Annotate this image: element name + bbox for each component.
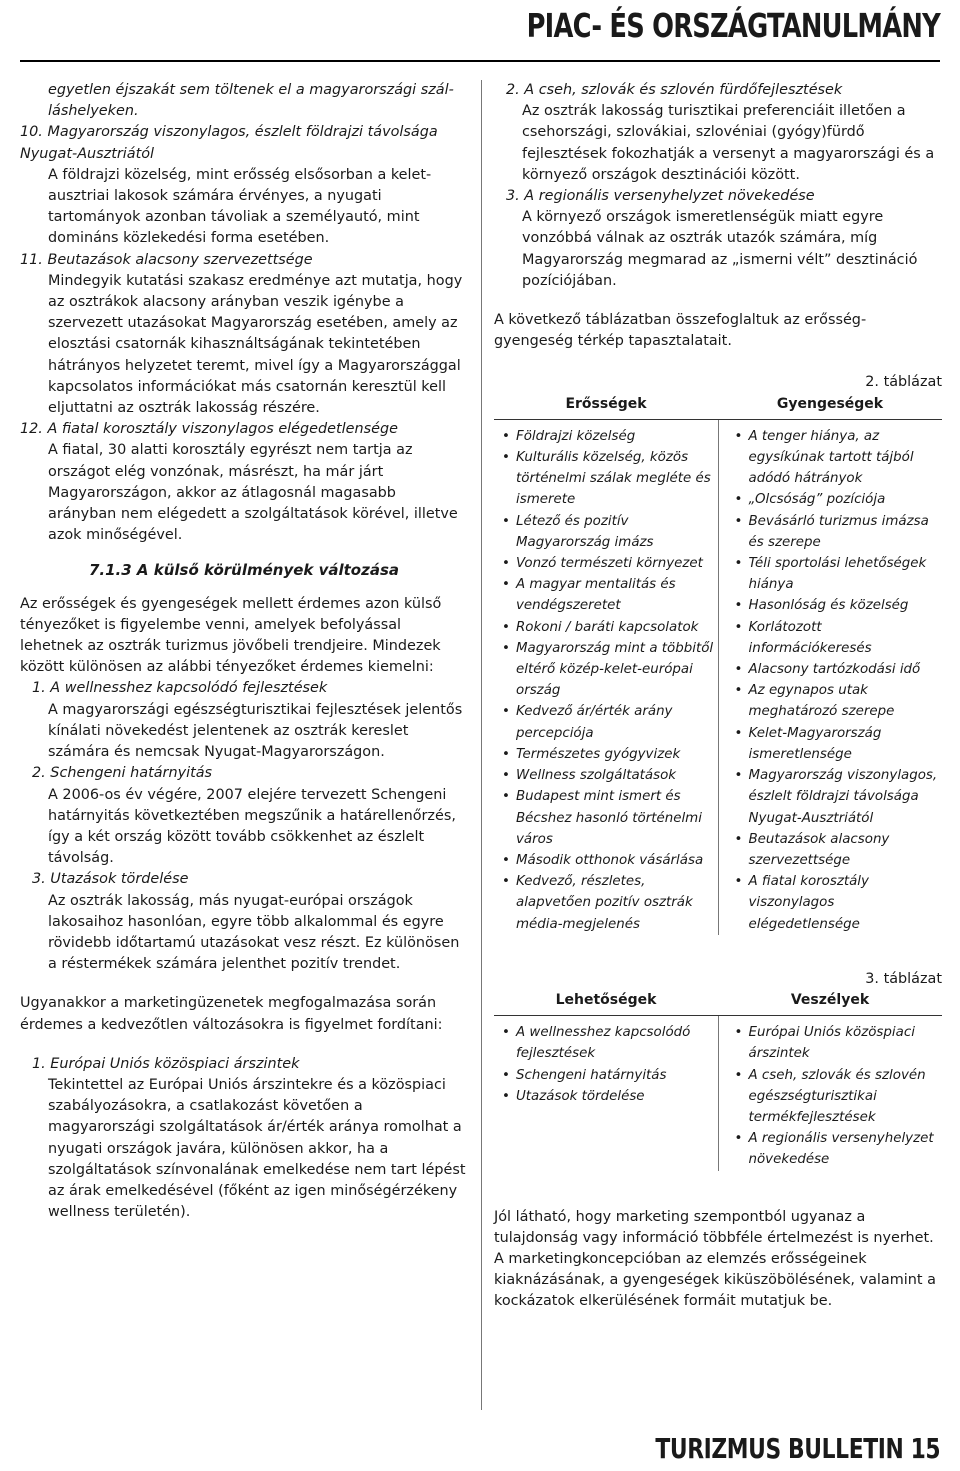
threat-item-1: [20, 1054, 468, 1224]
list-item: • Budapest mint ismert és Bécshez hasonló történelmi város: [516, 786, 718, 850]
header-rule: [20, 60, 940, 62]
opportunities-list: [494, 1022, 718, 1107]
threat-item-3-heading: 3. A regionális versenyhelyzet növekedése: [506, 188, 815, 205]
closing-paragraph: Jól látható, hogy marketing szempontból ugyanaz a tulajdonság vagy információ többféle értelmezést is nyerhet. A marketingkoncepcióban az elemzés erősségeinek kiaknázásának, a gyengeségek kiküszöbölésének, valamint a kockázatok elkerülésének formáit mutatjuk be.: [494, 1208, 936, 1310]
threats-list: [719, 1022, 943, 1170]
weaknesses-cell: [718, 419, 942, 934]
list-item: • Kedvező, részletes, alapvetően pozitív osztrák média-megjelenés: [516, 871, 718, 935]
list-item: • Európai Uniós közöspiaci árszintek: [749, 1022, 943, 1064]
strengths-weaknesses-table: [494, 394, 942, 935]
section-intro: Az erősségek és gyengeségek mellett érdemes azon külső tényezőket is figyelembe venni, amelyek befolyással lehetnek az osztrák turizmus jövőbeli trendjeire. Mindezek között különösen az alábbi tényezőket érdemes kiemelni:: [20, 595, 442, 676]
weakness-item-10-body: A földrajzi közelség, mint erősség elsősorban a kelet-ausztriai lakosok számára érvényes, a nyugati tartományok azonban távoliak a személyautó, mint domináns közlekedési forma esetében.: [48, 166, 432, 247]
list-item: • Kulturális közelség, közös történelmi szálak megléte és ismerete: [516, 447, 718, 511]
column-divider: [481, 80, 482, 1410]
table-3-label: 3. táblázat: [865, 970, 942, 987]
opportunity-item-2: [20, 763, 468, 869]
strengths-cell: [494, 419, 718, 934]
list-item: • Rokoni / baráti kapcsolatok: [516, 617, 718, 638]
weakness-item-11-heading: 11. Beutazások alacsony szervezettsége: [20, 251, 313, 268]
weakness-item-11: [20, 250, 468, 420]
table-2-label: 2. táblázat: [865, 374, 942, 391]
threat-item-2-body: Az osztrák lakosság turisztikai preferenciáit illetően a csehországi, szlovákiai, szlovéniai (gyógy)fürdő fejlesztések fokozhatják a versenyt a magyarországi és a környező országok desztinációi között.: [522, 103, 935, 183]
weaknesses-list: [719, 426, 943, 935]
opportunities-threats-table: [494, 990, 942, 1171]
list-item: • Kedvező ár/érték arány percepciója: [516, 701, 718, 743]
threats-cell: [718, 1016, 942, 1171]
list-item: • A tenger hiánya, az egysíkúnak tartott tájból adódó hátrányok: [749, 426, 943, 490]
opportunity-item-3-body: Az osztrák lakosság, más nyugat-európai országok lakosaihoz hasonlóan, egyre több alkalommal és egyre rövidebb időtartamú utazásokat vesz részt. Ez különösen a réstermékek számára jelenthet pozitív trendet.: [48, 892, 460, 973]
weakness-item-12-heading: 12. A fiatal korosztály viszonylagos elégedetlensége: [20, 421, 398, 438]
strengths-header: Erősségek: [494, 394, 718, 420]
left-column: [20, 80, 468, 1223]
page-footer: TURIZMUS BULLETIN 15: [655, 1432, 940, 1465]
weaknesses-header: Gyengeségek: [718, 394, 942, 420]
list-item: • A wellnesshez kapcsolódó fejlesztések: [516, 1022, 718, 1064]
page-header-title: PIAC- ÉS ORSZÁGTANULMÁNY: [526, 6, 940, 45]
list-item: • Schengeni határnyitás: [516, 1065, 718, 1086]
intro-fragment: [20, 80, 468, 122]
weakness-item-10-heading: 10. Magyarország viszonylagos, észlelt földrajzi távolsága Nyugat-Ausztriától: [20, 124, 438, 162]
opportunity-item-1-body: A magyarországi egészségturisztikai fejlesztések jelentős kínálati növekedést jelentenek az osztrák kereslet számára és nemcsak Nyugat-Magyarországon.: [48, 701, 463, 761]
list-item: • Utazások tördelése: [516, 1086, 718, 1107]
strengths-list: [494, 426, 718, 935]
list-item: • Téli sportolási lehetőségek hiánya: [749, 553, 943, 595]
weakness-item-10: [20, 122, 468, 249]
list-item: • Vonzó természeti környezet: [516, 553, 718, 574]
threat-item-3-body: A környező országok ismeretlenségük miatt egyre vonzóbbá válnak az osztrák utazók számára, míg Magyarország megmarad az „ismerni vélt” desztináció pozíciójában.: [522, 209, 918, 289]
marketing-paragraph: Ugyanakkor a marketingüzenetek megfogalmazása során érdemes a kedvezőtlen változásokra is figyelmet fordítani:: [20, 995, 443, 1033]
weakness-item-11-body: Mindegyik kutatási szakasz eredménye azt mutatja, hogy az osztrákok alacsony arányban veszik igénybe a szervezett utazásokat Magyarország esetében, amely az elosztási csatornák kihasználtságának tekintetében hátrányos helyzetet teremt, mivel így a Magyarországgal kapcsolatos információkat más csatornán keresztül kell eljuttatni az osztrák lakosság részére.: [48, 272, 463, 417]
list-item: • A cseh, szlovák és szlovén egészségturisztikai termékfejlesztések: [749, 1065, 943, 1129]
opportunity-item-1: [20, 678, 468, 763]
intro-line-1: egyetlen éjszakát sem töltenek el a magyarországi szál-: [48, 82, 454, 98]
list-item: • Beutazások alacsony szervezettsége: [749, 829, 943, 871]
opportunity-item-2-heading: 2. Schengeni határnyitás: [32, 765, 213, 782]
threat-item-2-heading: 2. A cseh, szlovák és szlovén fürdőfejlesztések: [506, 82, 843, 98]
opportunity-item-2-body: A 2006-os év végére, 2007 elejére tervezett Schengeni határnyitás következtében megszűnik a határellenőrzés, így a két ország között tovább csökkenhet az észlelt távolság.: [48, 786, 456, 867]
list-item: • A magyar mentalitás és vendégszeretet: [516, 574, 718, 616]
list-item: • A fiatal korosztály viszonylagos elégedetlensége: [749, 871, 943, 935]
list-item: • A regionális versenyhelyzet növekedése: [749, 1128, 943, 1170]
list-item: • Wellness szolgáltatások: [516, 765, 718, 786]
weakness-item-12-body: A fiatal, 30 alatti korosztály egyrészt nem tartja az országot elég vonzónak, másrészt, ha már járt Magyarországon, akkor az átlagosnál magasabb arányban nem elégedett a szolgáltatások körével, illetve azok minőségével.: [48, 442, 458, 544]
threat-item-2: [494, 80, 942, 186]
list-item: • „Olcsóság” pozíciója: [749, 489, 943, 510]
list-item: • Az egynapos utak meghatározó szerepe: [749, 680, 943, 722]
opportunities-header: Lehetőségek: [494, 990, 718, 1016]
list-item: • Természetes gyógyvizek: [516, 744, 718, 765]
list-item: • Bevásárló turizmus imázsa és szerepe: [749, 511, 943, 553]
right-column: [494, 80, 942, 1313]
list-item: • Hasonlóság és közelség: [749, 595, 943, 616]
threat-item-1-body: Tekintettel az Európai Uniós árszintekre és a közöspiaci szabályozásokra, a csatlakozást követően a magyarországi szolgáltatások ár/érték aránya romolhat a nyugati országok javára, különösen akkor, ha a szolgáltatások színvonalának emelkedése nem tart lépést az árak emelkedésével (főként az igen minőségérzékeny wellness területén).: [48, 1076, 466, 1221]
intro-line-2: láshelyeken.: [48, 103, 139, 120]
opportunities-cell: [494, 1016, 718, 1171]
list-item: • Alacsony tartózkodási idő: [749, 659, 943, 680]
list-item: • Létező és pozitív Magyarország imázs: [516, 511, 718, 553]
threat-item-3: [494, 186, 942, 292]
threats-header: Veszélyek: [718, 990, 942, 1016]
section-title: 7.1.3 A külső körülmények változása: [88, 561, 400, 580]
list-item: • Második otthonok vásárlása: [516, 850, 718, 871]
list-item: • Földrajzi közelség: [516, 426, 718, 447]
opportunity-item-3: [20, 869, 468, 975]
opportunity-item-1-heading: 1. A wellnesshez kapcsolódó fejlesztések: [32, 680, 328, 697]
list-item: • Magyarország viszonylagos, észlelt földrajzi távolsága Nyugat-Ausztriától: [749, 765, 943, 829]
list-item: • Kelet-Magyarország ismeretlensége: [749, 723, 943, 765]
list-item: • Magyarország mint a többitől eltérő közép-kelet-európai ország: [516, 638, 718, 702]
list-item: • Korlátozott információkeresés: [749, 617, 943, 659]
weakness-item-12: [20, 419, 468, 546]
table-intro-paragraph: A következő táblázatban összefoglaltuk az erősség-gyengeség térkép tapasztalatait.: [494, 312, 867, 350]
threat-item-1-heading: 1. Európai Uniós közöspiaci árszintek: [32, 1055, 300, 1072]
opportunity-item-3-heading: 3. Utazások tördelése: [32, 871, 189, 888]
